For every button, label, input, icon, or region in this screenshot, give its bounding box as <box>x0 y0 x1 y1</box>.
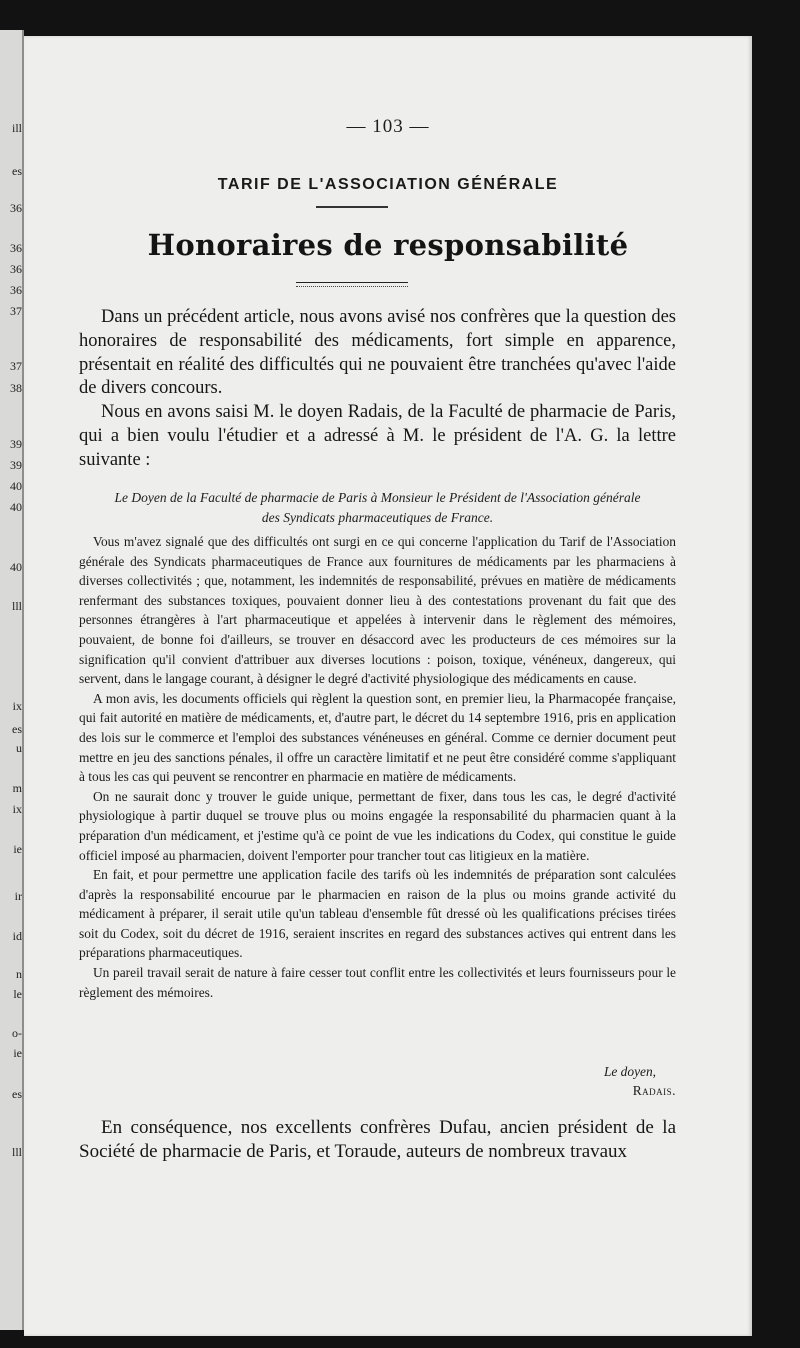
letter-paragraph: Un pareil travail serait de nature à faire cesser tout conflit entre les collectivités et leurs fournisseurs pour le règlement des mémoires. <box>79 965 676 1000</box>
facing-page-fragment: 37 <box>10 359 22 373</box>
signature-salutation: Le doyen, <box>603 1064 656 1079</box>
letter-paragraph: A mon avis, les documents officiels qui règlent la question sont, en premier lieu, la Pharmacopée française, qui fait autorité en matière de médicaments, et, d'autre part, le décret du 14 septembre 1916, pris en application des lois sur le commerce et l'emploi des substances vénéneuses en général. Comme ce dernier document peut mettre en jeu des sanctions pénales, il offre un caractère limitatif et ne peut être considéré comme s'appliquant à tous les cas qui peuvent se rencontrer en pharmacie en matière de médicaments. <box>79 690 676 785</box>
facing-page-fragment: lll <box>11 599 22 613</box>
facing-page-fragment: 40 <box>10 479 22 493</box>
letter-paragraph: En fait, et pour permettre une application facile des tarifs où les indemnités de préparation sont calculées d'après la responsabilité encourue par le pharmacien en raison de la plus ou moins grande activité du médicament à préparer, il serait utile qu'un tableau d'ensemble fût dressé où les qualifications précises tirées soit du Codex, soit du décret de 1916, seraient inscrites en regard des substances actives qui entrent dans les préparations pharmaceutiques. <box>79 867 676 961</box>
document-page <box>24 36 752 1336</box>
facing-page-fragment: 38 <box>10 381 22 395</box>
closing-text <box>79 1116 676 1164</box>
section-label: TARIF DE L'ASSOCIATION GÉNÉRALE <box>217 176 559 193</box>
title-divider <box>296 282 408 287</box>
facing-page-fragment: 39 <box>10 458 22 472</box>
signature-name: Radais. <box>632 1083 676 1098</box>
facing-page-fragment: ix <box>12 802 22 816</box>
facing-page-fragment: 36 <box>10 262 22 276</box>
facing-page-fragment: id <box>12 929 22 943</box>
facing-page-fragment: ill <box>11 121 22 135</box>
facing-page-fragment: 36 <box>10 283 22 297</box>
letter-header-line: des Syndicats pharmaceutiques de France. <box>261 510 494 525</box>
letter-header <box>79 488 676 528</box>
facing-page-fragment: 36 <box>10 201 22 215</box>
facing-page-fragment: lll <box>11 1145 22 1159</box>
intro-text <box>79 306 676 473</box>
letter-body <box>79 532 676 1002</box>
page-title: Honoraires de responsabilité <box>147 228 629 262</box>
facing-page-fragment: 40 <box>10 500 22 514</box>
facing-page-fragment: 37 <box>10 304 22 318</box>
facing-page-fragment: ie <box>13 842 22 856</box>
facing-page-fragment: le <box>13 987 22 1001</box>
page-number: — 103 — <box>346 116 430 137</box>
letter-paragraph: On ne saurait donc y trouver le guide unique, permettant de fixer, dans tous les cas, le degré d'activité physiologique à partir duquel se trouve plus ou moins engagée la responsabilité du pharmacien quant à la préparation d'un médicament, et j'estime qu'à ce point de vue les indications du Codex, qui constitue le guide officiel imposé au pharmacien, doivent l'emporter pour trancher tout cas litigieux en la matière. <box>79 788 676 863</box>
facing-page-fragment: n <box>16 967 22 981</box>
facing-page-fragment: ir <box>14 889 22 903</box>
facing-page-fragment: ie <box>13 1046 22 1060</box>
facing-page-edge <box>0 30 24 1330</box>
letter-header-line: Le Doyen de la Faculté de pharmacie de Paris à Monsieur le Président de l'Association générale <box>114 490 641 505</box>
facing-page-fragment: es <box>12 164 22 178</box>
facing-page-fragment: 40 <box>10 560 22 574</box>
facing-page-fragment: es <box>12 722 22 736</box>
facing-page-fragment: 39 <box>10 437 22 451</box>
facing-page-fragment: m <box>12 781 22 795</box>
facing-page-fragment: u <box>16 741 22 755</box>
letter-signature <box>604 1062 676 1100</box>
facing-page-fragment: 36 <box>10 241 22 255</box>
facing-page-fragment: o- <box>12 1026 22 1040</box>
intro-paragraph: Nous en avons saisi M. le doyen Radais, de la Faculté de pharmacie de Paris, qui a bien voulu l'étudier et a adressé à M. le président de l'A. G. la lettre suivante : <box>79 402 676 470</box>
section-divider <box>316 206 388 208</box>
letter-paragraph: Vous m'avez signalé que des difficultés ont surgi en ce qui concerne l'application du Tarif de l'Association générale des Syndicats pharmaceutiques de France aux fournitures de médicaments par les pharmaciens à diverses collectivités ; que, notamment, les indemnités de responsabilité, prévues en matière de médicaments renfermant des substances toxiques, pouvaient donner lieu à des contestations provenant du fait que des personnes étrangères à l'art pharmaceutique et appelées à intervenir dans le règlement des mémoires, pouvaient, de bonne foi d'ailleurs, se trouver en désaccord avec les producteurs de ces mémoires sur la signification qu'il convient d'attribuer aux diverses locutions : poison, toxique, vénéneux, dangereux, qui servent, dans le langage courant, à désigner le degré d'activité physiologique des médicaments en cause. <box>79 534 676 687</box>
facing-page-fragment: es <box>12 1087 22 1101</box>
closing-paragraph: En conséquence, nos excellents confrères Dufau, ancien président de la Société de pharmacie de Paris, et Toraude, auteurs de nombreux travaux <box>79 1117 676 1162</box>
facing-page-fragment: ix <box>12 699 22 713</box>
intro-paragraph: Dans un précédent article, nous avons avisé nos confrères que la question des honoraires de responsabilité des médicaments, fort simple en apparence, présentait en réalité des difficultés qui ne pouvaient être tranchées qu'avec l'aide de divers concours. <box>79 307 676 399</box>
